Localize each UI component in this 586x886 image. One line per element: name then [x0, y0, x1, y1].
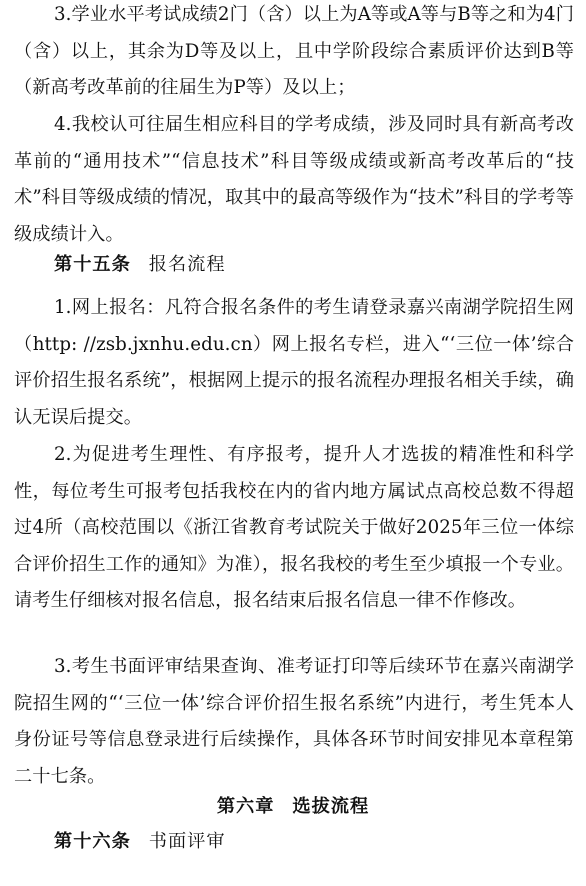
chapter-6-heading — [0, 795, 586, 819]
section-15-heading — [54, 253, 226, 277]
paragraph-previous-graduates-scores: 4.我校认可往届生相应科目的学考成绩，涉及同时具有新高考改革前的“通用技术”“信息技术”科目等级成绩或新高考改革后的“技术”科目等级成绩的情况，取其中的最高等级作为“技术”科目的学考等级成绩计入。 — [14, 114, 574, 245]
paragraph-application-limit: 2.为促进考生理性、有序报考，提升人才选拔的精准性和科学性，每位考生可报考包括我校在内的省内地方属试点高校总数不得超过4所（高校范围以《浙江省教育考试院关于做好2025年三位一体综合评价招生工作的通知》为准），报名我校的考生至少填报一个专业。请考生仔细核对报名信息，报名结束后报名信息一律不作修改。 — [14, 444, 574, 612]
section-15-title: 报名流程 — [148, 254, 226, 275]
section-15-number: 第十五条 — [54, 254, 131, 275]
chapter-6-number: 第六章 — [216, 796, 275, 817]
paragraph-academic-test-requirement: 3.学业水平考试成绩2门（含）以上为A等或A等与B等之和为4门（含）以上，其余为D等及以上，且中学阶段综合素质评价达到B等（新高考改革前的往届生为P等）及以上； — [14, 4, 574, 99]
paragraph-follow-up-steps: 3.考生书面评审结果查询、准考证打印等后续环节在嘉兴南湖学院招生网的“‘三位一体’综合评价招生报名系统”内进行，考生凭本人身份证号等信息登录进行后续操作，具体各环节时间安排见本章程第二十七条。 — [14, 656, 574, 787]
paragraph-online-registration: 1.网上报名：凡符合报名条件的考生请登录嘉兴南湖学院招生网（http: //zsb.jxnhu.edu.cn）网上报名专栏，进入“‘三位一体’综合评价招生报名系统”，根据网上提示的报名流程办理报名相关手续，确认无误后提交。 — [14, 297, 574, 428]
chapter-6-title: 选拔流程 — [292, 796, 370, 817]
section-16-number: 第十六条 — [54, 831, 131, 852]
section-16-title: 书面评审 — [148, 831, 226, 852]
section-16-heading — [54, 830, 226, 854]
